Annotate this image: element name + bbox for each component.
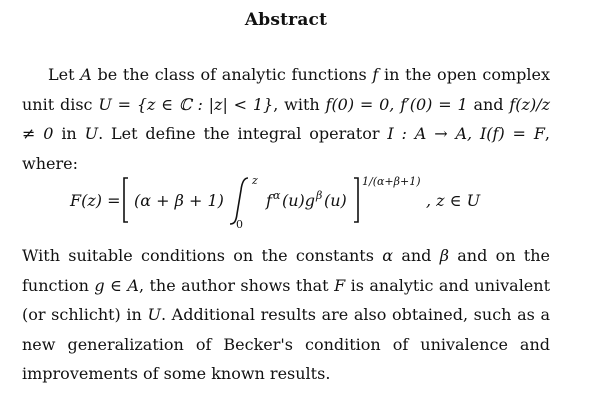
p2-text-1: With suitable conditions on the constants [22, 246, 383, 265]
outer-exponent: 1/(α+β+1) [362, 175, 421, 188]
formula-lhs: F(z) = [70, 191, 121, 210]
abstract-title: Abstract [244, 10, 328, 30]
math-g-in-A: g ∈ A [94, 275, 139, 295]
integrand-u-close: (u) [324, 191, 347, 210]
abstract-paragraph-1 [22, 60, 550, 178]
p1-text-4: , with [273, 94, 326, 114]
math-F: F [334, 275, 346, 295]
math-U: U [84, 124, 99, 143]
integral-lower-limit: 0 [236, 218, 243, 231]
p2-text-3: and on the function [22, 246, 551, 295]
math-f: f [372, 65, 379, 84]
integral-upper-limit: z [252, 174, 258, 187]
math-operator: I : A → A, I(f) = F [387, 124, 545, 143]
p1-text-3: in the open complex unit disc [22, 65, 551, 114]
p1-text-6: in [53, 124, 85, 143]
math-alpha: α [382, 246, 394, 265]
p1-text-5: and [467, 94, 510, 114]
integrand-beta-exponent: β [316, 189, 323, 202]
p2-text-6: . Additional results are also obtained, such as a new generalization of Becker's condition of univalence and improvements of some known results. [22, 305, 550, 383]
p2-text-2: and [393, 246, 440, 265]
p1-text-1: Let [48, 65, 81, 84]
integrand-u-g: (u)g [282, 191, 316, 210]
math-A: A [80, 65, 92, 84]
p2-text-4: , the author shows that [138, 275, 335, 295]
formula-coefficient: (α + β + 1) [134, 191, 224, 210]
integrand-alpha-exponent: α [273, 189, 281, 202]
math-beta: β [439, 246, 449, 265]
display-formula [70, 170, 570, 232]
p1-text-7: . Let define the integral operator [98, 124, 388, 143]
p2-text-5: is analytic and univalent (or schlicht) in [22, 275, 551, 324]
math-unit-disc-set: U = {z ∈ ℂ : |z| < 1} [98, 94, 274, 114]
p1-text-8: , where: [22, 124, 551, 173]
formula-domain: , z ∈ U [426, 191, 481, 210]
math-normalization: f(0) = 0, f′(0) = 1 [325, 94, 468, 114]
right-bracket [354, 178, 358, 222]
p1-text-2: be the class of analytic functions [91, 65, 373, 84]
math-nonvanishing: f(z)/z ≠ 0 [22, 94, 551, 143]
formula-svg [70, 170, 570, 232]
left-bracket [124, 178, 128, 222]
integrand-f: f [266, 191, 272, 210]
abstract-paragraph-2 [22, 241, 550, 389]
math-U-2: U [147, 305, 161, 324]
